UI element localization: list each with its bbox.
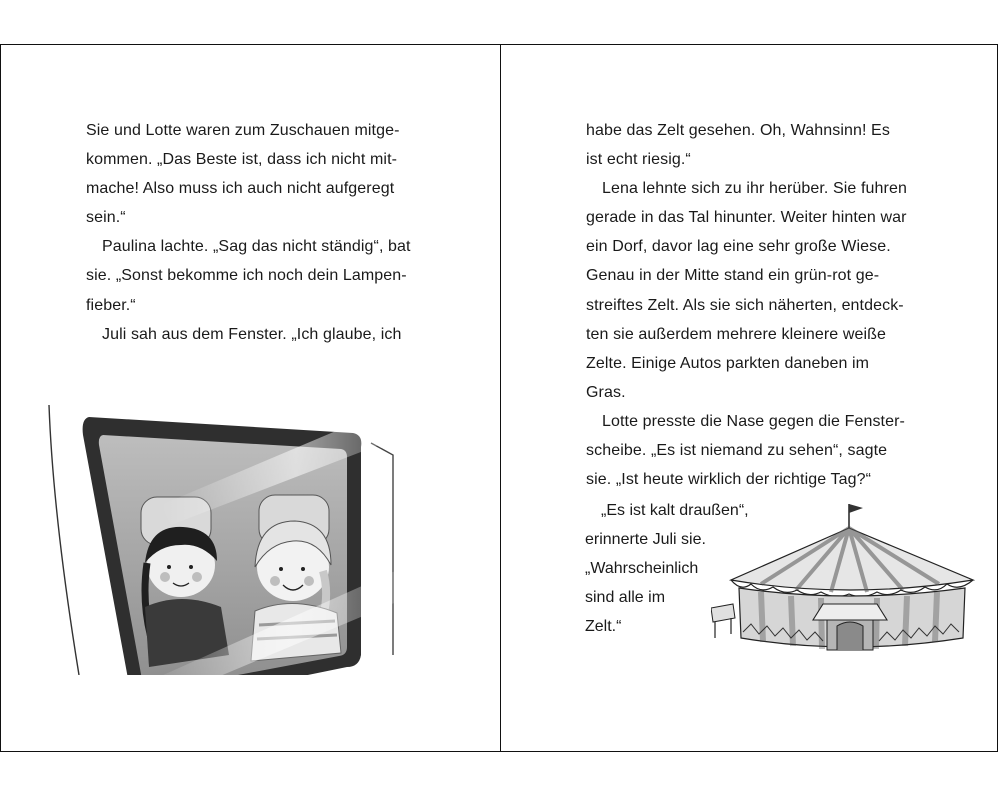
text-line: sie. „Sonst bekomme ich noch dein Lampen- [86,267,407,285]
text-line: Genau in der Mitte stand ein grün-rot ge- [586,267,880,285]
text-line: Paulina lachte. „Sag das nicht ständig“, bat [102,238,411,256]
left-page-text [86,116,416,349]
right-page-text [586,116,926,494]
text-line: erinnerte Juli sie. [585,531,706,549]
text-line: Zelt.“ [585,618,622,636]
text-line: Juli sah aus dem Fenster. „Ich glaube, ich [102,325,402,343]
text-line: Lena lehnte sich zu ihr herüber. Sie fuhren [602,180,907,198]
text-line: Gras. [586,383,626,401]
book-spread [0,44,998,752]
text-line: Zelte. Einige Autos parkten daneben im [586,354,870,372]
circus-tent-illustration [711,500,986,660]
text-line: fieber.“ [86,296,136,314]
text-line: Sie und Lotte waren zum Zuschauen mitge- [86,122,400,139]
car-window-illustration [41,355,461,675]
text-line: „Wahrscheinlich [585,560,699,578]
text-line: ten sie außerdem mehrere kleinere weiße [586,325,887,343]
text-line: sein.“ [86,209,126,227]
text-line: sie. „Ist heute wirklich der richtige Tag?“ [586,471,872,489]
text-line: sind alle im [585,589,666,607]
text-line: ist echt riesig.“ [586,151,691,169]
text-line: kommen. „Das Beste ist, dass ich nicht mit- [86,151,398,169]
right-page [501,45,998,751]
text-line: ein Dorf, davor lag eine sehr große Wiese. [586,238,891,256]
text-line: mache! Also muss ich auch nicht aufgeregt [86,180,395,198]
left-page [1,45,500,751]
text-line: habe das Zelt gesehen. Oh, Wahnsinn! Es [586,122,890,139]
text-line: gerade in das Tal hinunter. Weiter hinten war [586,209,907,227]
text-line: streiftes Zelt. Als sie sich näherten, entdeck- [586,296,904,314]
text-line: Lotte presste die Nase gegen die Fenster- [602,412,905,430]
text-line: scheibe. „Es ist niemand zu sehen“, sagte [586,442,888,460]
text-line: „Es ist kalt draußen“, [601,502,749,519]
